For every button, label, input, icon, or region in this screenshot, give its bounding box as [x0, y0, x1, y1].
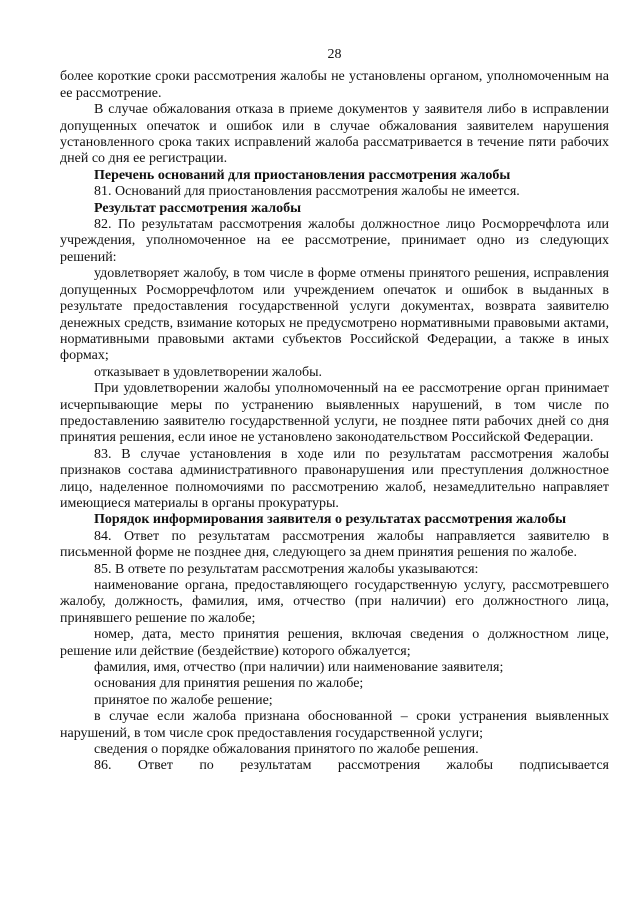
heading-review-result: Результат рассмотрения жалобы: [94, 200, 302, 216]
paragraph-term-continuation: более короткие сроки рассмотрения жалобы не установлены органом, уполномоченным на ее рассмотрение.: [60, 69, 609, 101]
heading-informing-procedure: Порядок информирования заявителя о результатах рассмотрения жалобы: [94, 512, 567, 528]
paragraph-85-item: номер, дата, место принятия решения, включая сведения о должностном лице, решение или действие (бездействие) которого обжалуется;: [60, 627, 609, 659]
page-number: 28: [327, 47, 342, 62]
paragraph-83: 83. В случае установления в ходе или по результатам рассмотрения жалобы признаков состава административного правонарушения или преступления должностное лицо, наделенное полномочиями по рассмотрению жалоб, незамедлительно направляет имеющиеся материалы в органы прокуратуры.: [60, 446, 609, 511]
paragraph-85-item: сведения о порядке обжалования принятого по жалобе решения.: [94, 742, 479, 758]
heading-suspension-grounds: Перечень оснований для приостановления рассмотрения жалобы: [94, 167, 511, 183]
paragraph-85-item: фамилия, имя, отчество (при наличии) или наименование заявителя;: [94, 660, 504, 676]
paragraph-84: 84. Ответ по результатам рассмотрения жалобы направляется заявителю в письменной форме не позднее дня, следующего за днем принятия решения по жалобе.: [60, 528, 609, 561]
paragraph-85-item: в случае если жалоба признана обоснованной – сроки устранения выявленных нарушений, в том числе срок предоставления государственной услуги;: [60, 709, 609, 741]
paragraph-85-item: принятое по жалобе решение;: [94, 692, 273, 708]
paragraph-85-item: основания для принятия решения по жалобе;: [94, 676, 364, 692]
paragraph-85: 85. В ответе по результатам рассмотрения жалобы указываются:: [94, 561, 479, 577]
paragraph-82-option-satisfy: удовлетворяет жалобу, в том числе в форме отмены принятого решения, исправления допущенных Росморречфлотом или учреждением опечаток и ошибок в выданных в результате предоставления государственной услуги документах, возврата заявителю денежных средств, взимание которых не предусмотрено нормативными правовыми актами, нормативными правовыми актами субъектов Российской Федерации, а также в иных формах;: [60, 266, 609, 364]
paragraph-86: 86. Ответ по результатам рассмотрения жалобы подписывается: [94, 758, 609, 774]
paragraph-82-satisfaction-measures: При удовлетворении жалобы уполномоченный на ее рассмотрение орган принимает исчерпывающие меры по устранению выявленных нарушений, в том числе по предоставлению заявителю государственной услуги, не позднее пяти рабочих дней со дня принятия решения, если иное не установлено законодательством Российской Федерации.: [60, 381, 609, 446]
paragraph-82: 82. По результатам рассмотрения жалобы должностное лицо Росморречфлота или учреждения, уполномоченное на ее рассмотрение, принимает одно из следующих решений:: [60, 217, 609, 265]
paragraph-81: 81. Оснований для приостановления рассмотрения жалобы не имеется.: [94, 184, 520, 200]
paragraph-refusal-appeal: В случае обжалования отказа в приеме документов у заявителя либо в исправлении допущенных опечаток и ошибок или в случае обжалования заявителем нарушения установленного срока таких исправлений жалоба рассматривается в течение пяти рабочих дней со дня ее регистрации.: [60, 102, 609, 167]
paragraph-82-option-refuse: отказывает в удовлетворении жалобы.: [94, 364, 322, 380]
paragraph-85-item: наименование органа, предоставляющего государственную услугу, рассмотревшего жалобу, должность, фамилия, имя, отчество (при наличии) его должностного лица, принявшего решение по жалобе;: [60, 578, 609, 626]
